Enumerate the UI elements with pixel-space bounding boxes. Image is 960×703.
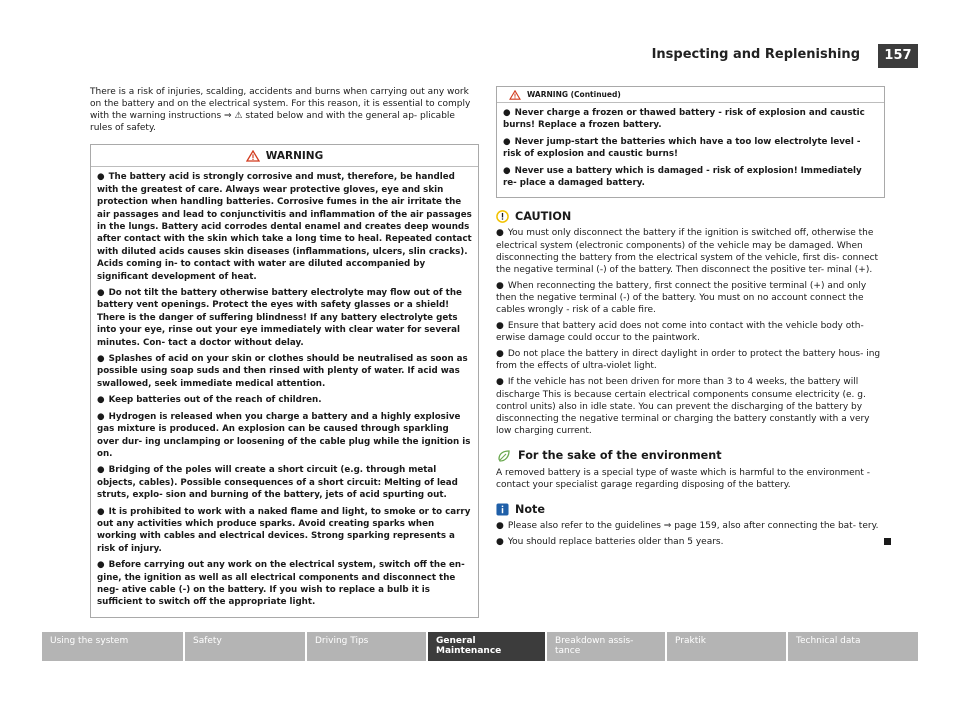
warning-item: ● Keep batteries out of the reach of children. (97, 395, 322, 406)
warning-item: ● Bridging of the poles will create a short circuit (e.g. through metal objects, cables). Possible consequences of a short circuit: Melting of lead struts, explo- sion and burning of the battery, jets of acid spurting out. (97, 465, 458, 501)
page-header (42, 44, 918, 68)
caution-title: CAUTION (515, 210, 572, 224)
tab-breakdown-assistance[interactable]: Breakdown assis- tance (547, 632, 667, 661)
page-number: 157 (878, 44, 918, 68)
left-column (90, 86, 479, 618)
tab-praktik[interactable]: Praktik (667, 632, 788, 661)
environment-title: For the sake of the environment (518, 449, 722, 463)
info-icon (496, 503, 509, 516)
recycle-leaf-icon (496, 449, 512, 463)
warning-continued-header (497, 87, 884, 103)
note-heading (496, 503, 885, 516)
warning-triangle-icon (246, 150, 260, 162)
caution-item: ● You must only disconnect the battery if the ignition is switched off, otherwise the electrical system (electronic components) of the vehicle may be damaged. When disconnecting the battery from the electrical system of the vehicle, first dis- connect the negative terminal (-) of the battery. Then disconnect the positive ter- minal (+). (496, 228, 879, 275)
warning-item: ● Never use a battery which is damaged - risk of explosion! Immediately re- place a damaged battery. (503, 165, 862, 189)
caution-heading (496, 210, 885, 223)
caution-circle-icon (496, 210, 509, 223)
note-item: ● Please also refer to the guidelines ⇒ page 159, also after connecting the bat- tery. (496, 521, 879, 532)
end-of-section-mark (884, 538, 891, 545)
tab-using-the-system[interactable]: Using the system (42, 632, 185, 661)
warning-header (91, 145, 478, 167)
tab-driving-tips[interactable]: Driving Tips (307, 632, 428, 661)
warning-item: ● The battery acid is strongly corrosive and must, therefore, be handled with the greatest of care. Always wear protective gloves, eye and skin protection when handling batteries. Corrosive fumes in the air irritate the air passages and lead to conjunctivitis and inflammation of the air passages in the lungs. Battery acid corrodes dental enamel and creates deep wounds after contact with the skin which take a long time to heal. Repeated contact with diluted acids causes skin diseases (inflammations, ulcers, slin cracks). Acids coming in- to contact with water are diluted accompanied by significant development of heat. (97, 172, 472, 282)
caution-item: ● Do not place the battery in direct daylight in order to protect the battery hous- ing from the effects of ultra-violet light. (496, 349, 881, 372)
warning-item: ● Never charge a frozen or thawed battery - risk of explosion and caustic burns! Replace a frozen battery. (503, 108, 865, 131)
warning-item: ● Before carrying out any work on the electrical system, switch off the en- gine, the ignition as well as all electrical components and disconnect the neg- ative cable (-) on the battery. If you wish to replace a bulb it is sufficient to switch off the appropriate light. (97, 560, 465, 608)
note-item: ● You should replace batteries older than 5 years. (496, 536, 885, 548)
environment-heading (496, 449, 885, 463)
intro-paragraph: There is a risk of injuries, scalding, accidents and burns when carrying out any work on the battery and on the electrical system. For this reason, it is essential to comply with the warning instructions ⇒ ⚠ stated below and with the general ap- plicable rules of safety. (90, 87, 471, 134)
warning-item: ● Splashes of acid on your skin or clothes should be neutralised as soon as possible using soap suds and then rinsed with plenty of water. If acid was swallowed, seek immediate medical attention. (97, 354, 468, 389)
warning-item: ● Do not tilt the battery otherwise battery electrolyte may flow out of the battery vent openings. Protect the eyes with safety glasses or a shield! There is the danger of suffering blindness! If any battery electrolyte gets into your eye, rinse out your eye immediately with clear water for several minutes. Con- tact a doctor without delay. (97, 288, 462, 348)
environment-text: A removed battery is a special type of waste which is harmful to the environment - contact your specialist garage regarding disposing of the battery. (496, 467, 871, 491)
warning-item: ● It is prohibited to work with a naked flame and light, to smoke or to carry out any activities which produce sparks. Avoid creating sparks when working with cables and electrical devices. Strong sparking represents a risk of injury. (97, 506, 471, 554)
right-column (496, 86, 885, 552)
note-title: Note (515, 503, 545, 517)
tab-general-maintenance[interactable]: General Maintenance (428, 632, 547, 661)
warning-continued-title: WARNING (Continued) (527, 90, 621, 99)
tab-safety[interactable]: Safety (185, 632, 307, 661)
warning-item: ● Hydrogen is released when you charge a battery and a highly explosive gas mixture is produced. An explosion can be caused through sparkling over dur- ing unclamping or loosening of the cable plug while the ignition is on. (97, 411, 471, 459)
caution-item: ● When reconnecting the battery, first connect the positive terminal (+) and only then the negative terminal (-) of the battery. You must on no account connect the cables wrongly - risk of a cable fire. (496, 280, 867, 315)
chapter-tabs (42, 632, 918, 661)
warning-item: ● Never jump-start the batteries which have a too low electrolyte level - risk of explosion and caustic burns! (503, 136, 861, 160)
warning-triangle-icon (509, 90, 521, 100)
caution-item: ● Ensure that battery acid does not come into contact with the vehicle body oth- erwise damage could occur to the paintwork. (496, 321, 864, 344)
warning-continued-box (496, 86, 885, 198)
warning-title: WARNING (265, 149, 324, 162)
caution-item: ● If the vehicle has not been driven for more than 3 to 4 weeks, the battery will discharge This is because certain electrical components consume electricity (e. g. control units) also in idle state. You can prevent the discharging of the battery by disconnecting the negative terminal or charging the battery constantly with a very low charging current. (496, 377, 870, 436)
tab-technical-data[interactable]: Technical data (788, 632, 918, 661)
page-title: Inspecting and Replenishing (651, 47, 860, 62)
warning-box (90, 144, 479, 617)
